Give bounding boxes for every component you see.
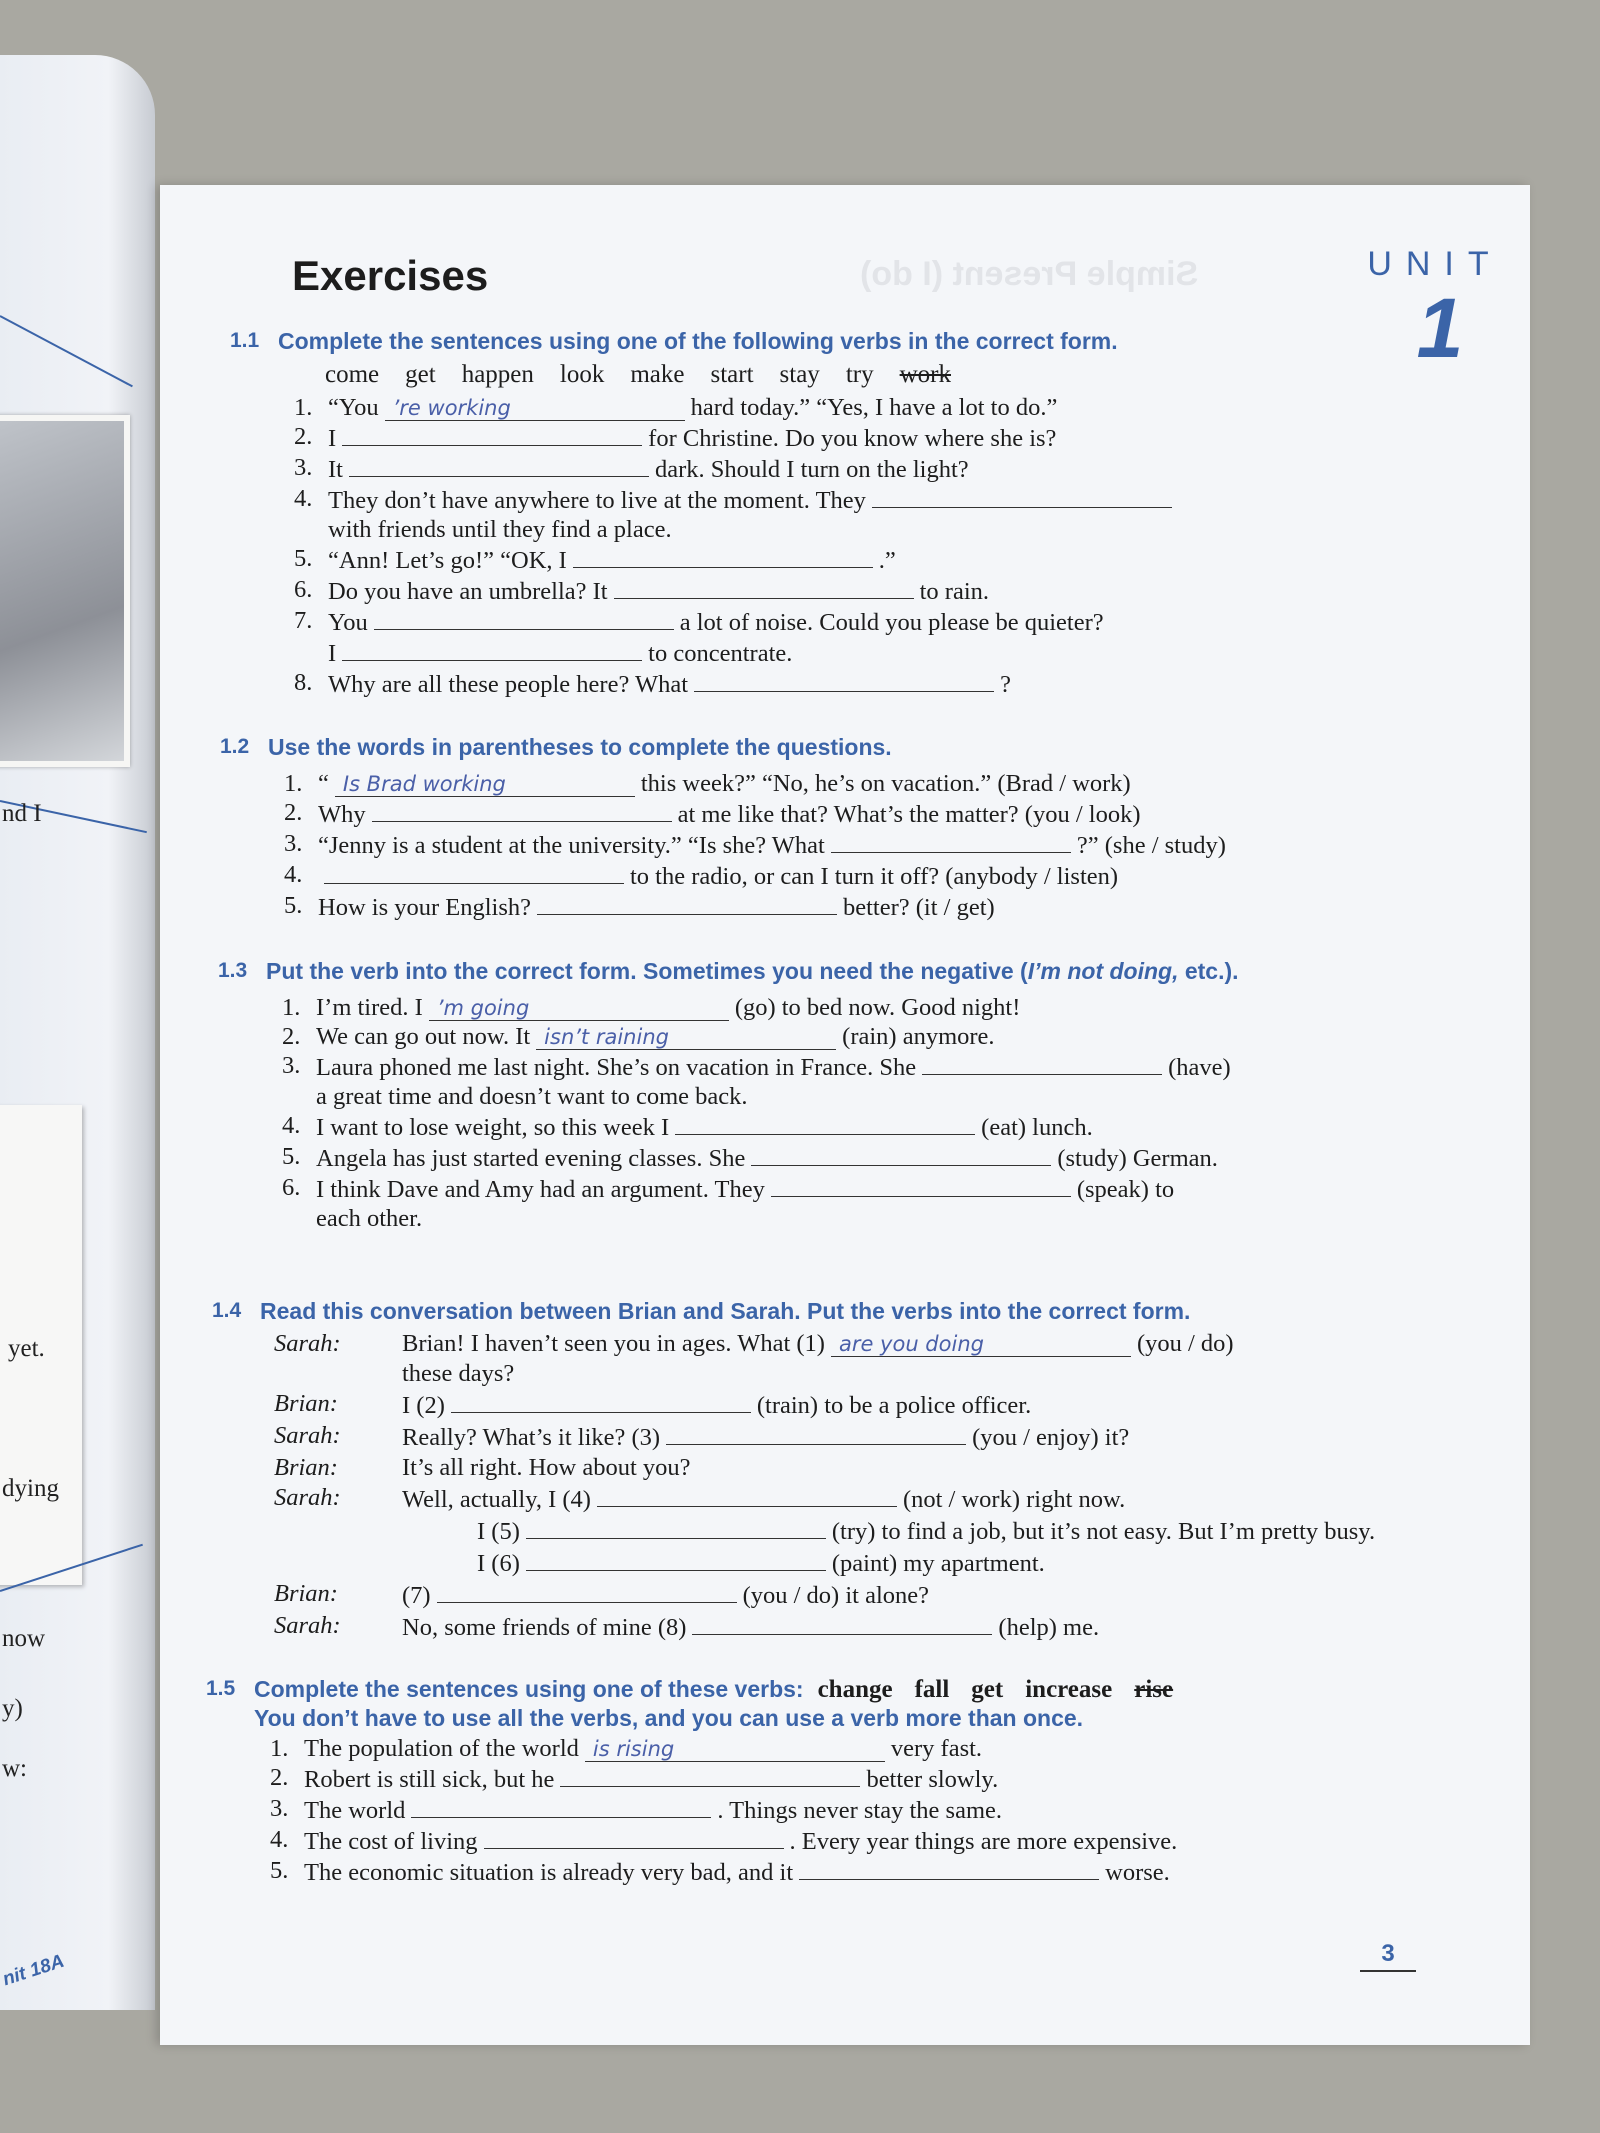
- answer-blank[interactable]: [342, 422, 642, 446]
- exercise-instruction: You don’t have to use all the verbs, and you can use a verb more than once.: [254, 1705, 1084, 1731]
- item-text: dark. Should I turn on the light?: [654, 456, 969, 483]
- item-text: Laura phoned me last night. She’s on vacation in France. She: [316, 1054, 917, 1081]
- item-number: 1.: [294, 394, 313, 421]
- speaker: Brian:: [274, 1454, 338, 1481]
- exercise-number: 1.2: [220, 735, 250, 758]
- answer-blank[interactable]: [560, 1763, 860, 1787]
- speaker: Sarah:: [274, 1422, 341, 1449]
- exercise-item: [206, 1794, 1406, 1825]
- exercise-item: [206, 1856, 1406, 1887]
- word: get: [971, 1676, 1004, 1703]
- answer-blank[interactable]: isn’t raining: [536, 1026, 836, 1050]
- answer-blank[interactable]: [614, 575, 914, 599]
- exercise-item: [218, 993, 1418, 1022]
- answer-blank[interactable]: Is Brad working: [335, 773, 635, 797]
- item-number: 2.: [282, 1023, 301, 1050]
- exercise-number: 1.5: [206, 1677, 236, 1700]
- item-number: 2.: [294, 423, 313, 450]
- item-text: “You: [328, 394, 379, 421]
- speaker: Sarah:: [274, 1330, 341, 1357]
- exercise-instruction: etc.).: [1178, 958, 1239, 984]
- line-text: (you / do): [1136, 1330, 1234, 1357]
- item-number: 4.: [284, 861, 303, 888]
- left-fragment: w:: [2, 1755, 27, 1782]
- item-text: Angela has just started evening classes. She: [316, 1145, 746, 1172]
- item-text: to the radio, or can I turn it off? (anybody / listen): [630, 863, 1119, 890]
- word: make: [630, 361, 685, 388]
- line-text: (you / enjoy) it?: [972, 1424, 1130, 1451]
- item-number: 1.: [284, 770, 303, 797]
- item-number: 5.: [284, 892, 303, 919]
- answer-blank[interactable]: [526, 1515, 826, 1539]
- exercise-1-3: [218, 957, 1418, 1233]
- answer-blank[interactable]: [484, 1825, 784, 1849]
- item-number: 1.: [282, 994, 301, 1021]
- exercise-1-2: [220, 733, 1420, 922]
- exercise-instruction: Complete the sentences using one of these verbs:: [254, 1676, 804, 1702]
- item-text: better slowly.: [866, 1766, 999, 1793]
- item-text: Robert is still sick, but he: [304, 1766, 555, 1793]
- item-number: 1.: [270, 1735, 289, 1762]
- exercise-item: [230, 422, 1430, 453]
- exercise-instruction: Put the verb into the correct form. Sometimes you need the negative (: [266, 958, 1028, 984]
- exercise-item: [218, 1142, 1418, 1173]
- item-continuation: each other.: [316, 1205, 423, 1232]
- word: look: [559, 361, 605, 388]
- unit-number: 1: [1416, 281, 1464, 375]
- answer-blank[interactable]: [694, 668, 994, 692]
- exercise-number: 1.3: [218, 959, 248, 982]
- word-box: [325, 361, 1430, 389]
- exercise-item: [230, 393, 1430, 422]
- item-text: The population of the world: [304, 1735, 579, 1762]
- line-text: I (2): [402, 1392, 445, 1419]
- item-text: ?” (she / study): [1076, 832, 1226, 859]
- exercise-item: [230, 453, 1430, 484]
- item-number: 5.: [270, 1857, 289, 1884]
- exercise-item: [220, 798, 1420, 829]
- item-text: They don’t have anywhere to live at the moment. They: [328, 487, 866, 514]
- line-text: I (5): [477, 1518, 520, 1545]
- exercise-item: [206, 1825, 1406, 1856]
- item-number: 7.: [294, 607, 313, 634]
- struck-word: rise: [1134, 1676, 1174, 1703]
- line-text: Brian! I haven’t seen you in ages. What (1): [402, 1330, 825, 1357]
- item-text: to concentrate.: [648, 640, 793, 667]
- line-text: (train) to be a police officer.: [756, 1392, 1032, 1419]
- answer-blank[interactable]: ’re working: [385, 397, 685, 421]
- item-text: You: [328, 609, 368, 636]
- item-text: How is your English?: [318, 894, 531, 921]
- word-box: [818, 1676, 1196, 1703]
- speaker: Sarah:: [274, 1612, 341, 1639]
- dialogue-line: [212, 1421, 1412, 1453]
- word: try: [845, 361, 874, 388]
- exercise-item: [220, 769, 1420, 798]
- item-text: (have): [1168, 1054, 1231, 1081]
- line-text: Well, actually, I (4): [402, 1486, 591, 1513]
- answer-blank[interactable]: [437, 1579, 737, 1603]
- exercise-item: [230, 575, 1430, 606]
- line-text: (paint) my apartment.: [831, 1550, 1045, 1577]
- left-page-rule: [0, 315, 133, 387]
- exercise-page: [160, 185, 1530, 2045]
- item-text: at me like that? What’s the matter? (you / look): [677, 801, 1141, 828]
- answer-blank[interactable]: is rising: [585, 1738, 885, 1762]
- item-number: 2.: [270, 1764, 289, 1791]
- item-text: We can go out now. It: [316, 1023, 531, 1050]
- item-number: 6.: [294, 576, 313, 603]
- answer-blank[interactable]: [342, 637, 642, 661]
- dialogue-line: [212, 1389, 1412, 1421]
- answer-blank[interactable]: [374, 606, 674, 630]
- page-title: Exercises: [292, 252, 489, 299]
- exercise-heading: [230, 327, 1430, 355]
- answer-blank[interactable]: [922, 1051, 1162, 1075]
- dialogue-line: [212, 1483, 1412, 1515]
- speaker: Brian:: [274, 1580, 338, 1607]
- answer-blank[interactable]: [349, 453, 649, 477]
- item-text: (study) German.: [1057, 1145, 1218, 1172]
- left-fragment: now: [2, 1625, 46, 1652]
- exercise-item: [206, 1734, 1406, 1763]
- exercise-number: 1.4: [212, 1299, 242, 1322]
- dialogue-line: [212, 1359, 1412, 1389]
- line-text: No, some friends of mine (8): [402, 1614, 687, 1641]
- left-fragment: yet.: [8, 1335, 45, 1362]
- exercise-item: [218, 1051, 1418, 1082]
- left-page: [0, 55, 155, 2010]
- answer-blank[interactable]: [324, 860, 624, 884]
- dialogue-line: [212, 1579, 1412, 1611]
- item-text: for Christine. Do you know where she is?: [648, 425, 1057, 452]
- word: increase: [1025, 1676, 1113, 1703]
- item-text: (go) to bed now. Good night!: [734, 994, 1021, 1021]
- item-text: I: [328, 425, 337, 452]
- answer-blank[interactable]: [799, 1856, 1099, 1880]
- exercise-heading: [212, 1297, 1412, 1325]
- answer-blank[interactable]: [372, 798, 672, 822]
- item-number: 3.: [270, 1795, 289, 1822]
- unit-label: UNIT: [1367, 245, 1503, 283]
- word: change: [817, 1676, 893, 1703]
- item-text: (rain) anymore.: [842, 1023, 995, 1050]
- item-text: ?: [1000, 671, 1011, 698]
- item-continuation: [230, 637, 1430, 668]
- item-text: I: [328, 640, 337, 667]
- word: fall: [914, 1676, 950, 1703]
- item-text: . Every year things are more expensive.: [789, 1828, 1178, 1855]
- item-text: a lot of noise. Could you please be quieter?: [679, 609, 1104, 636]
- answer-blank[interactable]: [451, 1389, 751, 1413]
- item-text: (speak) to: [1076, 1176, 1175, 1203]
- item-number: 5.: [282, 1143, 301, 1170]
- item-text: The economic situation is already very bad, and it: [304, 1859, 794, 1886]
- item-text: I’m tired. I: [316, 994, 423, 1021]
- answer-blank[interactable]: [666, 1421, 966, 1445]
- speaker: Brian:: [274, 1390, 338, 1417]
- item-number: 4.: [282, 1112, 301, 1139]
- item-text: this week?” “No, he’s on vacation.” (Brad / work): [640, 770, 1131, 797]
- line-text: these days?: [402, 1360, 515, 1387]
- answer-blank[interactable]: [597, 1483, 897, 1507]
- exercise-item: [218, 1173, 1418, 1204]
- exercise-item: [220, 891, 1420, 922]
- item-number: 5.: [294, 545, 313, 572]
- struck-word: work: [899, 361, 951, 388]
- exercise-1-5: [206, 1675, 1406, 1887]
- exercise-heading: [218, 957, 1266, 985]
- answer-blank[interactable]: are you doing: [831, 1333, 1131, 1357]
- exercise-item: [218, 1111, 1418, 1142]
- answer-blank[interactable]: [411, 1794, 711, 1818]
- item-text: Why are all these people here? What: [328, 671, 689, 698]
- exercise-heading: [220, 733, 1420, 761]
- item-text: “Jenny is a student at the university.” “Is she? What: [318, 832, 825, 859]
- item-number: 3.: [284, 830, 303, 857]
- answer-blank[interactable]: ’m going: [429, 997, 729, 1021]
- dialogue-line: [212, 1611, 1412, 1643]
- exercise-item: [218, 1022, 1418, 1051]
- word: come: [325, 361, 380, 388]
- item-text: It: [328, 456, 343, 483]
- line-text: (not / work) right now.: [902, 1486, 1126, 1513]
- exercise-instruction: Read this conversation between Brian and Sarah. Put the verbs into the correct form.: [260, 1298, 1191, 1324]
- exercise-item: [230, 606, 1430, 637]
- item-text: .”: [878, 547, 896, 574]
- line-text: (7): [402, 1582, 431, 1609]
- answer-blank[interactable]: [573, 544, 873, 568]
- exercise-item: [230, 668, 1430, 699]
- line-text: (you / do) it alone?: [742, 1582, 929, 1609]
- dialogue-line: [212, 1453, 1412, 1483]
- item-text: “: [318, 770, 329, 797]
- answer-blank[interactable]: [675, 1111, 975, 1135]
- item-text: (eat) lunch.: [981, 1114, 1093, 1141]
- exercise-1-4: [212, 1297, 1412, 1643]
- exercise-number: 1.1: [230, 329, 260, 352]
- exercise-instruction: Complete the sentences using one of the following verbs in the correct form.: [278, 328, 1118, 354]
- exercise-item: [220, 860, 1420, 891]
- word: happen: [461, 361, 534, 388]
- item-number: 8.: [294, 669, 313, 696]
- dialogue-line: [212, 1515, 1412, 1547]
- word: stay: [779, 361, 820, 388]
- left-fragment: nd I: [2, 800, 42, 827]
- answer-blank[interactable]: [751, 1142, 1051, 1166]
- line-text: Really? What’s it like? (3): [402, 1424, 661, 1451]
- item-continuation: with friends until they find a place.: [328, 516, 672, 543]
- exercise-item: [230, 544, 1430, 575]
- item-number: 4.: [270, 1826, 289, 1853]
- item-text: The world: [304, 1797, 406, 1824]
- item-text: very fast.: [890, 1735, 983, 1762]
- exercise-item: [206, 1763, 1406, 1794]
- item-number: 3.: [282, 1052, 301, 1079]
- speaker: Sarah:: [274, 1484, 341, 1511]
- line-text: It’s all right. How about you?: [402, 1454, 691, 1481]
- exercise-instruction: Use the words in parentheses to complete the questions.: [268, 734, 892, 760]
- left-page-illustration: [0, 415, 130, 767]
- item-text: I want to lose weight, so this week I: [316, 1114, 670, 1141]
- word: start: [710, 361, 754, 388]
- item-text: The cost of living: [304, 1828, 478, 1855]
- page-number: 3: [1360, 1940, 1416, 1972]
- item-number: 3.: [294, 454, 313, 481]
- item-number: 2.: [284, 799, 303, 826]
- left-fragment: nit 18A: [0, 1950, 67, 1991]
- item-text: hard today.” “Yes, I have a lot to do.”: [690, 394, 1058, 421]
- answer-blank[interactable]: [537, 891, 837, 915]
- line-text: (try) to find a job, but it’s not easy. But I’m pretty busy.: [831, 1518, 1376, 1545]
- line-text: (help) me.: [998, 1614, 1100, 1641]
- line-text: I (6): [477, 1550, 520, 1577]
- item-text: . Things never stay the same.: [717, 1797, 1003, 1824]
- show-through-title: Simple Present (I do): [860, 255, 1199, 293]
- answer-blank[interactable]: [771, 1173, 1071, 1197]
- word: get: [405, 361, 436, 388]
- exercise-1-1: [230, 327, 1430, 699]
- item-text: Why: [318, 801, 366, 828]
- exercise-heading: [206, 1675, 1406, 1732]
- item-text: Do you have an umbrella? It: [328, 578, 608, 605]
- item-number: 6.: [282, 1174, 301, 1201]
- answer-blank[interactable]: [526, 1547, 826, 1571]
- answer-blank[interactable]: [872, 484, 1172, 508]
- item-text: better? (it / get): [843, 894, 995, 921]
- item-text: I think Dave and Amy had an argument. They: [316, 1176, 765, 1203]
- left-fragment: dying: [2, 1475, 59, 1502]
- left-fragment: y): [2, 1695, 23, 1722]
- answer-blank[interactable]: [831, 829, 1071, 853]
- exercise-instruction-italic: I’m not doing,: [1027, 958, 1179, 984]
- item-text: to rain.: [919, 578, 990, 605]
- exercise-item: [230, 484, 1430, 515]
- dialogue-line: [212, 1329, 1412, 1359]
- item-number: 4.: [294, 485, 313, 512]
- exercise-item: [220, 829, 1420, 860]
- answer-blank[interactable]: [692, 1611, 992, 1635]
- dialogue-line: [212, 1547, 1412, 1579]
- item-text: worse.: [1105, 1859, 1170, 1886]
- item-text: “Ann! Let’s go!” “OK, I: [328, 547, 567, 574]
- item-continuation: a great time and doesn’t want to come back.: [316, 1083, 748, 1110]
